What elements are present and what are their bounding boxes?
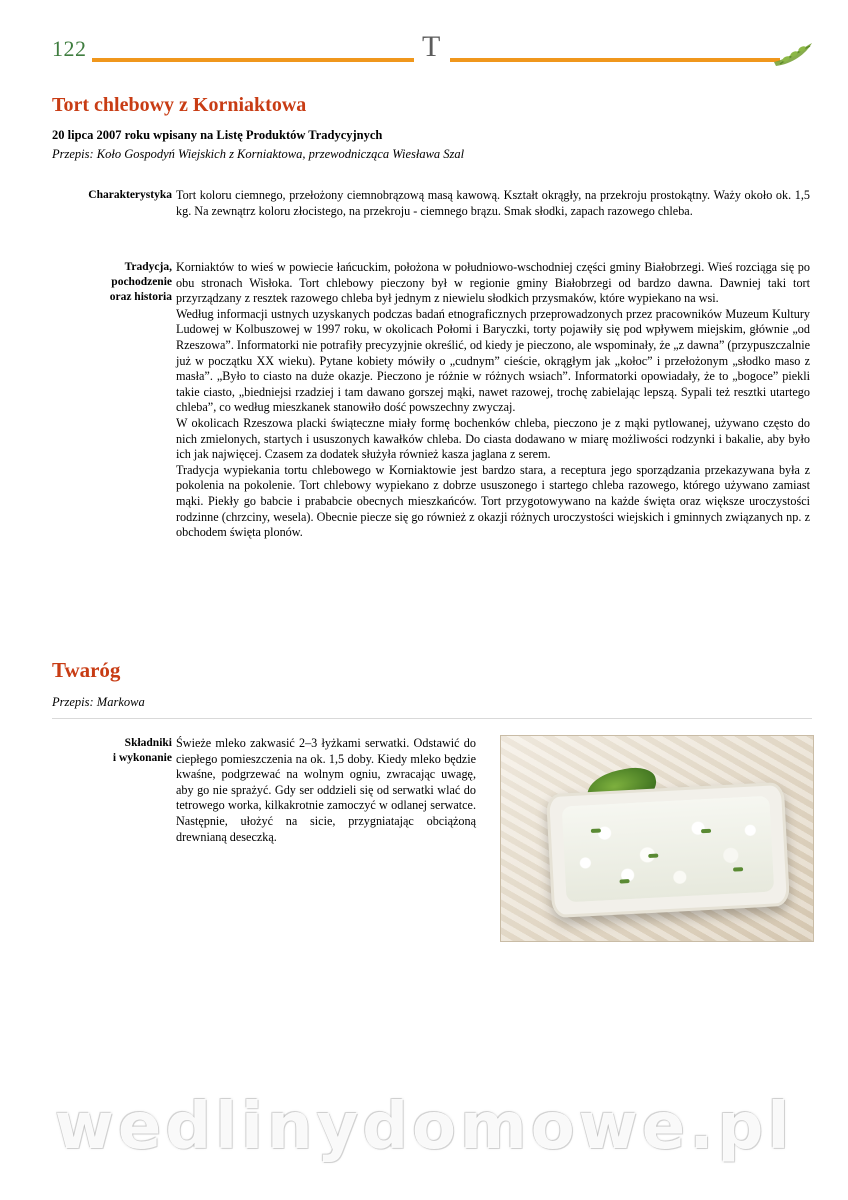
recipe-title-tort-chlebowy: Tort chlebowy z Korniaktowa: [52, 94, 307, 116]
herb-fleck: [591, 828, 601, 833]
paragraph: Według informacji ustnych uzyskanych podczas badań etnograficznych przeprowadzonych przez pracowników Muzeum Kultury Ludowej w Kolbuszowej w 1997 roku, w okolicach Połomi i Baryczki, torty pojawiły się pod wpływem miejskim, głównie „od Rzeszowa”. Informatorki nie potrafiły precyzyjnie określić, od kiedy je pieczono, ale wspominały, że „z dawna” (przypuszczalnie już w początku XX wieku). Pytane kobiety mówiły o „cudnym” cieście, okrągłym jak „kołoc” i przełożonym „słodko maso z masła”. „Było to ciasto na duże okazje. Pieczono je różnie w różnych wsiach”. Informatorki opowiadały, że to „bogoce” piekli takie ciasto, „biedniejsi rzadziej i tam dawano gorszej mąki, nawet razowej, trochę zabielając lepszą. Sypali też resztki utartego chleba”, co według mieszkanek stanowiło dość powszechny zwyczaj.: [176, 306, 810, 415]
recipe-source-line: Przepis: Markowa: [52, 695, 145, 709]
recipe-title-twarog: Twaróg: [52, 658, 121, 682]
recipe-registration-note: 20 lipca 2007 roku wpisany na Listę Produktów Tradycyjnych: [52, 128, 383, 142]
watermark: wedlinydomowe.pl: [54, 1090, 794, 1164]
page-number: 122: [52, 36, 87, 61]
herb-fleck: [701, 829, 711, 834]
header-rule-right: [450, 58, 780, 62]
herb-fleck: [733, 867, 743, 872]
label-line: pochodzenie: [111, 276, 172, 288]
section-label-charakterystyka: Charakterystyka: [88, 189, 172, 201]
curd-cheese: [562, 796, 775, 903]
paragraph: W okolicach Rzeszowa placki świąteczne miały formę bochenków chleba, pieczono je z mąki pytlowanej, używano często do nich zmielonych, startych i ususzonych kawałków chleba. Do ciasta dodawano w miarę możliwości rodzynki i bakalie, aby było ich jak najwięcej. Czasem za dodatek służyła również kasza jaglana z serem.: [176, 415, 810, 462]
section-label-tradycja: [52, 260, 172, 305]
label-line: i wykonanie: [112, 752, 172, 764]
paragraph: Świeże mleko zakwasić 2–3 łyżkami serwatki. Odstawić do ciepłego pomieszczenia na ok. 1,5 doby. Kiedy mleko będzie kwaśne, podgrzewać na wolnym ogniu, zwracając uwagę, aby go nie sprażyć. Gdy ser oddzieli się od serwatki wlać do tetrowego worka, kilkakrotnie zamoczyć w odlanej serwatce. Następnie, ułożyć na sicie, przygniatając obciążoną drewnianą deseczką.: [176, 736, 476, 844]
paragraph: Tort koloru ciemnego, przełożony ciemnobrązową masą kawową. Kształt okrągły, na przekroju prostokątny. Waży około ok. 1,5 kg. Na zewnątrz koloru złocistego, na przekroju - ciemnego brązu. Smak słodki, zapach razowego chleba.: [176, 188, 810, 218]
recipe-photo-twarog: [500, 735, 814, 942]
section-letter-mark: T: [422, 30, 441, 63]
paragraph: Korniaktów to wieś w powiecie łańcuckim, położona w południowo-wschodniej części gminy Białobrzegi. Wieś rozciąga się po obu stronach Wisłoka. Tort chlebowy pieczony był w regionie gminy Białobrzegi od bardzo dawna. Dawniej taki tort przyrządzany z resztek razowego chleba był jednym z niewielu słodkich przysmaków, które wypiekano na wsi.: [176, 260, 810, 306]
label-line: Tradycja,: [124, 261, 172, 273]
herb-fleck: [648, 854, 658, 859]
label-line: Składniki: [124, 737, 172, 749]
page-header: [52, 30, 812, 76]
section-body-charakterystyka: [176, 188, 810, 219]
herb-fleck: [619, 879, 629, 884]
section-body-skladniki: [176, 736, 476, 845]
recipe-author-line: Przepis: Koło Gospodyń Wiejskich z Korniaktowa, przewodnicząca Wiesława Szal: [52, 147, 465, 161]
header-rule-left: [92, 58, 414, 62]
section-divider: [52, 718, 812, 719]
section-body-tradycja: [176, 260, 810, 541]
paragraph: Tradycja wypiekania tortu chlebowego w Korniaktowie jest bardzo stara, a receptura jego sporządzania przekazywana była z pokolenia na pokolenie. Tort chlebowy wypiekano z dobrze ususzonego i startego chleba razowego, którego używano zamiast mąki. Piekły go babcie i prababcie obecnych mieszkańców. Tort przygotowywano na każde święta oraz większe uroczystości rodzinne (chrzciny, wesela). Obecnie piecze się go również z okazji różnych uroczystości wiejskich i gminnych związanych np. z obchodem święta plonów.: [176, 462, 810, 540]
section-label-skladniki: [52, 736, 172, 766]
wheat-ear-icon: [770, 40, 816, 68]
serving-dish: [546, 782, 790, 918]
label-line: oraz historia: [109, 291, 172, 303]
